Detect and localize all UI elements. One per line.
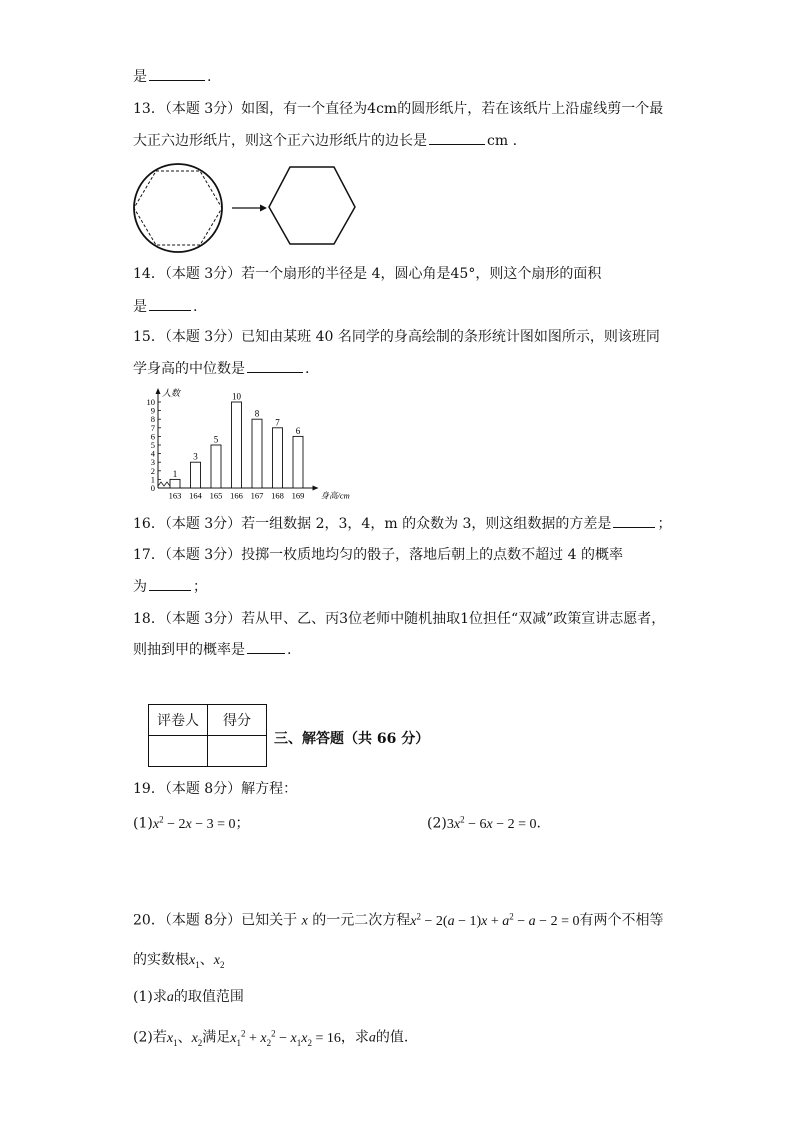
dashed-hexagon [134,171,222,245]
q15-suffix: . [305,361,310,377]
q19-title: 19．（本题 8分）解方程： [133,781,298,797]
q20-p1-a: (1)求 [133,989,167,1005]
bar-value-label: 6 [295,425,301,436]
bar-value-label: 7 [275,417,280,428]
q17-line2 [133,576,207,597]
q20-p2-d: 的值. [375,1029,409,1046]
var-x: x [301,913,308,929]
q20-line2 [133,950,224,975]
y-tick-label: 2 [150,465,155,476]
q20-p2-c: ，求 [340,1029,369,1046]
equation-2: $3x^2 - 6x - 2 = 0$ [446,814,537,832]
var-a: a [166,990,174,1005]
y-tick-label: 3 [150,457,155,468]
q18-line2 [133,639,291,660]
answer-blank[interactable] [149,66,205,81]
q20-line1 [133,906,663,932]
score-header: 得分 [208,705,267,736]
x-tick-label: 167 [250,490,264,501]
bar [232,402,242,488]
answer-blank[interactable] [429,130,485,145]
y-tick-label: 5 [150,440,155,450]
q17-prefix: 为 [133,579,147,595]
bar [170,479,180,488]
x-tick-label: 169 [291,490,305,501]
q20-line1-c: 有两个不相等 [579,912,664,929]
y-tick-label: 7 [150,422,155,433]
q13-line2-text: 大正六边形纸片，则这个正六边形纸片的边长是 [133,133,427,149]
q20-line2-text: 的实数根 [133,952,189,968]
q20-line1-b: 的一元二次方程 [312,912,411,929]
y-axis-label: 人数 [162,388,181,398]
q16-line [133,513,671,534]
condition-equation: $x_1^2 + x_2^2 - x_1x_2 = 16$ [230,1028,341,1048]
x-tick-label: 163 [168,490,182,501]
section-title: 三、解答题（共 66 分） [274,731,430,747]
x-tick-label: 168 [271,490,284,501]
axis-break-icon [158,482,170,486]
y-tick-label: 8 [150,414,155,425]
var-a: a [368,1030,376,1046]
height-bar-chart [140,386,370,502]
hexagon-paper [269,167,355,244]
bar-value-label: 1 [172,468,178,479]
q19-p1-tail: ； [235,815,250,832]
q19-p2-tail: . [536,815,541,832]
q14-suffix: . [193,299,198,315]
q18-prefix: 则抽到甲的概率是 [133,642,245,658]
x-axis-arrow-icon [313,486,319,491]
grader-cell[interactable] [149,736,208,767]
y-tick-label: 10 [146,397,155,407]
q14-prefix: 是 [133,299,147,315]
score-cell[interactable] [208,736,267,767]
bar [211,445,221,488]
equation-quadratic: $x^2 - 2(a - 1)x + a^2 - a - 2 = 0$ [410,911,580,929]
y-tick-label: 1 [150,474,155,485]
q14-line1: 14．（本题 3分）若一个扇形的半径是 4，圆心角是45°，则这个扇形的面积 [133,266,602,282]
q16-suffix: ； [657,516,672,532]
answer-blank[interactable] [247,358,303,373]
q15-line2 [133,358,309,379]
y-tick-label: 9 [150,405,155,416]
q13-unit: cm . [487,133,518,149]
answer-blank[interactable] [247,639,285,654]
grader-header: 评卷人 [149,705,208,736]
q13-figure [128,160,368,256]
x-axis-label: 身高/cm [320,490,350,501]
answer-blank[interactable] [613,513,655,528]
q19-p1-label: (1) [133,815,153,832]
bar-value-label: 5 [213,434,219,445]
roots-x1-x2: $x_1$、$x_2$ [189,953,225,970]
q20-p2-b: 满足 [202,1029,231,1046]
equation-1: $x^2 - 2x - 3 = 0$ [152,814,236,832]
bar-value-label: 3 [193,451,198,462]
q15-line2-text: 学身高的中位数是 [133,361,245,377]
arrow-head-icon [260,205,267,212]
q19-part2 [427,809,541,835]
q13-line2 [133,130,517,151]
q13-line1: 13．（本题 3分）如图，有一个直径为4cm的圆形纸片，若在该纸片上沿虚线剪一个最 [133,101,664,117]
x-tick-label: 166 [230,490,243,501]
y-tick-label: 6 [150,431,155,442]
q17-suffix: ； [193,579,207,595]
q17-line1: 17．（本题 3分）投掷一枚质地均匀的骰子，落地后朝上的点数不超过 4 的概率 [133,547,623,563]
bar-value-label: 10 [232,391,241,402]
q15-line1: 15．（本题 3分）已知由某班 40 名同学的身高绘制的条形统计图如图所示，则该班同 [133,329,660,345]
q20-part1 [133,987,244,1008]
roots-x1-x2: $x_1$、$x_2$ [166,1030,203,1048]
q18-line1: 18．（本题 3分）若从甲、乙、丙3位老师中随机抽取1位担任“双减”政策宣讲志愿者， [133,611,666,627]
q20-line1-a: 20．（本题 8分）已知关于 [133,912,298,929]
q12-suffix: . [207,69,212,85]
x-tick-label: 165 [209,490,223,501]
bar [191,462,201,488]
bar [273,428,283,488]
q19-p2-label: (2) [427,815,447,832]
q14-line2 [133,296,197,317]
bar-value-label: 8 [254,408,260,419]
bar [252,419,262,488]
score-table [148,704,267,767]
answer-blank[interactable] [149,296,191,311]
x-tick-label: 164 [189,490,202,501]
q16-text: 16．（本题 3分）若一组数据 2，3，4，m 的众数为 3，则这组数据的方差是 [133,516,612,532]
answer-blank[interactable] [149,576,191,591]
q19-part1 [133,809,249,835]
q20-p1-b: 的取值范围 [173,989,244,1005]
q18-suffix: . [287,642,292,658]
q12-prefix: 是 [133,69,147,85]
bar [293,436,303,488]
y-tick-label: 4 [150,448,155,459]
q20-part2 [133,1023,408,1052]
q12-tail [133,66,211,87]
y-tick-label: 0 [150,483,155,493]
q20-p2-a: (2)若 [133,1029,167,1046]
circle-paper [134,164,222,252]
y-axis-arrow-icon [156,388,161,394]
